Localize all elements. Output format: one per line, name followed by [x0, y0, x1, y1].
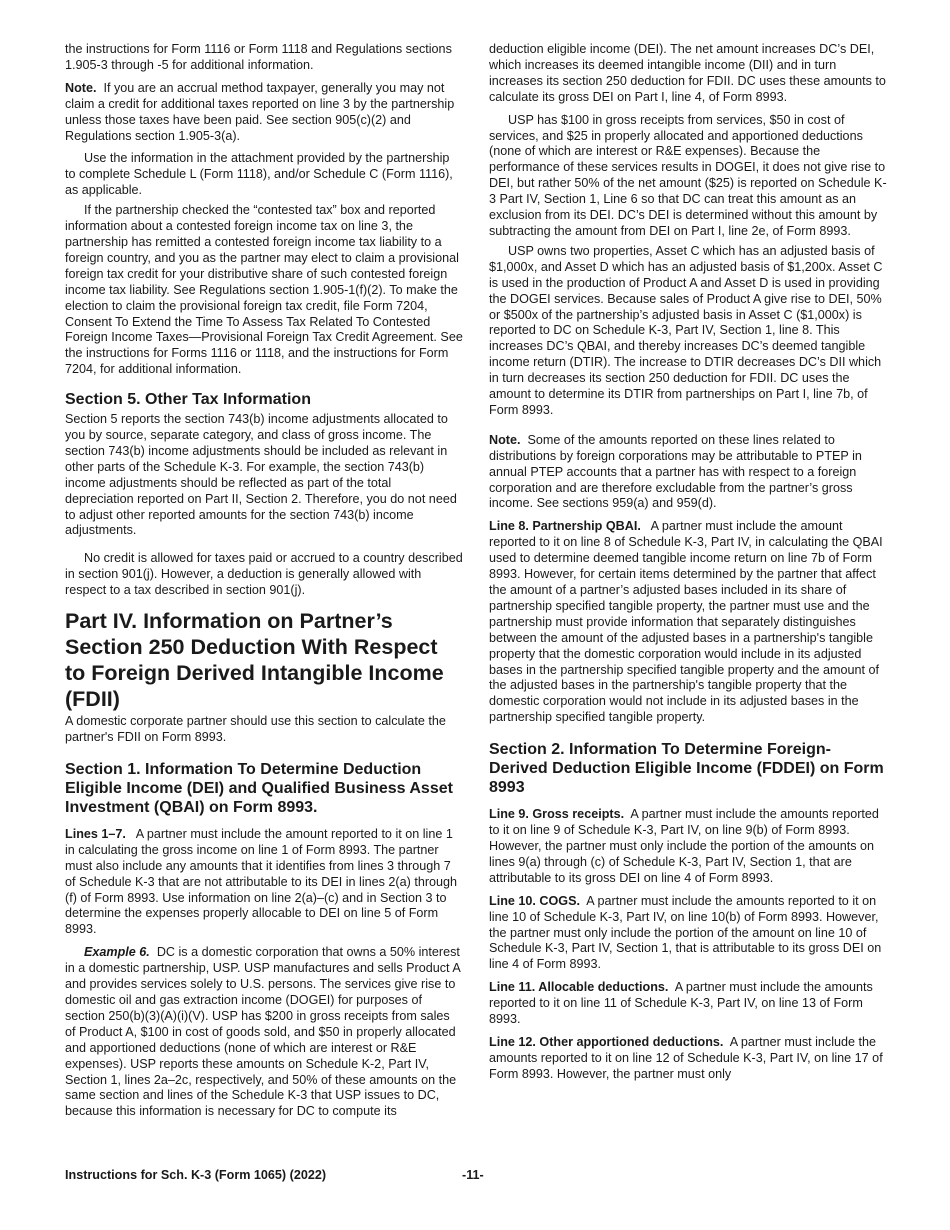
note-paragraph [65, 81, 463, 145]
section-2-heading: Section 2. Information To Determine Foreign-Derived Deduction Eligible Income (FDDEI) on Form 8993 [489, 741, 884, 797]
line-11-paragraph [489, 980, 887, 1028]
part-4-intro: A domestic corporate partner should use this section to calculate the partner's FDII on Form 8993. [65, 714, 446, 744]
ptep-note-text: Some of the amounts reported on these lines related to distributions by foreign corporations may be attributable to PTEP in annual PTEP accounts that a partner has with respect to a foreign corporation and are therefore excludable from the partner’s gross income. See sections 959(a) and 959(d). [489, 432, 862, 511]
line-8-paragraph [489, 519, 887, 726]
line-10-text: A partner must include the amounts reported to it on line 10 of Schedule K-3, Part IV, on line 10(b) of Form 8993. However, the partner must only include the portion of the amount on line 10 of Schedule K-3, Part IV, Section 1, that is attributable to its gross DEI on line 4 of Form 8993. [489, 893, 882, 972]
lines-1-7-text: A partner must include the amount reported to it on line 1 in calculating the gross income on line 1 of Form 8993. The partner must also include any amounts that it identifies from lines 3 through 7 of Schedule K-3 that are not attributable to its DEI in lines 2(a) through (f) of Form 8993. Use information on line 2(a)–(c) and in Section 3 to determine the expenses properly allocable to DEI on line 5 of Form 8993. [65, 826, 458, 937]
section-5-heading: Section 5. Other Tax Information [65, 391, 311, 409]
line-9-label: Line 9. Gross receipts. [489, 807, 625, 822]
note-label: Note. [65, 80, 97, 95]
dei-paragraph: deduction eligible income (DEI). The net amount increases DC’s DEI, which increases its deemed intangible income (DII) and in turn increases its section 250 deduction for FDII. DC uses these amounts to calculate its gross DEI on Part I, line 4, of Form 8993. [489, 42, 886, 104]
page-footer [65, 1168, 885, 1186]
line-11-text: A partner must include the amounts reported to it on line 11 of Schedule K-3, Part IV, on line 13 of Form 8993. [489, 980, 873, 1027]
left-column [65, 42, 463, 1124]
part-4-heading: Part IV. Information on Partner’s Section 250 Deduction With Respect to Foreign Derived Intangible Income (FDII) [65, 609, 444, 712]
section-901j-paragraph: No credit is allowed for taxes paid or accrued to a country described in section 901(j). However, a deduction is generally allowed with respect to a tax described in section 901(j). [65, 551, 463, 598]
line-8-text: A partner must include the amount reported to it on line 8 of Schedule K-3, Part IV, in calculating the QBAI used to determine deemed tangible income return on line 7b of Form 8993. However, for certain items determined by the partner that affect the amount of a partner’s adjusted bases included in its share of partnership specified tangible property, the partner must use and the partnership must provide information that separately distinguishes between the amount of the adjusted bases in a partnership's tangible property that the domestic corporation would include in its adjusted bases in the partnership specified tangible property and the amount of the adjusted bases in the partnership's tangible property that the domestic corporation would not include in its adjusted bases in the partnership specified tangible property. [489, 519, 883, 725]
ptep-note-label: Note. [489, 432, 521, 447]
ptep-note-paragraph [489, 433, 887, 513]
line-9-paragraph [489, 807, 887, 887]
line-12-paragraph [489, 1035, 887, 1083]
example-6-label: Example 6. [84, 945, 150, 960]
page-number: -11- [462, 1168, 484, 1182]
line-9-text: A partner must include the amounts reported to it on line 9 of Schedule K-3, Part IV, on line 9(b) of Form 8993. However, the partner must only include the portion of the amounts on lines 9(a) through (c) of Schedule K-3, Part IV, Section 1, that are attributable to its gross DEI on line 4 of Form 8993. [489, 807, 879, 885]
lines-1-7-label: Lines 1–7. [65, 826, 126, 841]
line-12-label: Line 12. Other apportioned deductions. [489, 1034, 724, 1049]
line-10-paragraph [489, 894, 887, 974]
section-5-paragraph: Section 5 reports the section 743(b) income adjustments allocated to you by source, separate category, and class of gross income. The section 743(b) income adjustments should be included as relevant in other parts of the Schedule K-3. For example, the section 743(b) income adjustments should be reflected as part of the total depreciation reported on Part II, Section 2. Therefore, you do not need to adjust other reported amounts for the section 743(b) income adjustments. [65, 412, 457, 538]
properties-paragraph: USP owns two properties, Asset C which has an adjusted basis of $1,000x, and Asset D which has an adjusted basis of $1,200x. Asset C is used in the production of Product A and Asset D is used in providing the DOGEI services. Because sales of Product A give rise to DEI, 50% or $500x of the partnership’s adjusted basis in Asset C ($1,000x) is reported to DC on Schedule K-3, Part IV, Section 1, line 8. This increases DC’s QBAI, and thereby increases DC’s deemed tangible income return (DTIR). The increase to DTIR decreases DC’s DII which in turn decreases its section 250 deduction for FDII. DC uses the amount to determine its DTIR from partnerships on Part I, line 7b, of Form 8993. [489, 243, 883, 417]
example-6-paragraph [65, 945, 463, 1120]
line-8-label: Line 8. Partnership QBAI. [489, 519, 641, 534]
example-6-text: DC is a domestic corporation that owns a 50% interest in a domestic partnership, USP. USP manufactures and sells Product A and provides services solely to U.S. persons. The services give rise to domestic oil and gas extraction income (DOGEI) for purposes of section 250(b)(3)(A)(i)(V). USP has $200 in gross receipts from sales of Product A, $100 in cost of goods sold, and $50 in properly allocated and apportioned deductions (none of which are interest or R&E expenses). USP reports these amounts on Schedule K-2, Part IV, Section 1, lines 2a–2c, respectively, and 50% of these amounts on the same section and lines of the Schedule K-3 that USP issues to DC, because this information is necessary for DC to compute its [65, 945, 461, 1119]
contested-tax-paragraph: If the partnership checked the “contested tax” box and reported information about a contested foreign income tax on line 3, the partnership has remitted a contested foreign income tax liability to a foreign country, and you as the partner may elect to claim a provisional foreign tax credit for your distributive share of such contested foreign income tax liability. See Regulations section 1.905-1(f)(2). To make the election to claim the provisional foreign tax credit, file Form 7204, Consent To Extend the Time To Assess Tax Related To Contested Foreign Income Taxes—Provisional Foreign Tax Credit Agreement. See the instructions for Forms 1116 or 1118, and the instructions for Form 7204, for additional information. [65, 203, 463, 377]
schedule-l-paragraph: Use the information in the attachment provided by the partnership to complete Schedule L (Form 1118), and/or Schedule C (Form 1116), as applicable. [65, 151, 453, 198]
note-text: If you are an accrual method taxpayer, generally you may not claim a credit for additional taxes reported on line 3 by the partnership unless those taxes have been paid. See section 905(c)(2) and Regulations section 1.905-3(a). [65, 80, 455, 143]
lines-1-7-paragraph [65, 827, 463, 938]
continued-paragraph: the instructions for Form 1116 or Form 1118 and Regulations sections 1.905-3 through -5 for additional information. [65, 42, 452, 72]
footer-title: Instructions for Sch. K-3 (Form 1065) (2022) [65, 1168, 327, 1182]
right-column [489, 42, 887, 1090]
line-12-text: A partner must include the amounts reported to it on line 12 of Schedule K-3, Part IV, on line 17 of Form 8993. However, the partner must only [489, 1034, 883, 1081]
line-10-label: Line 10. COGS. [489, 893, 580, 908]
line-11-label: Line 11. Allocable deductions. [489, 980, 669, 995]
section-1-heading: Section 1. Information To Determine Deduction Eligible Income (DEI) and Qualified Business Asset Investment (QBAI) on Form 8993. [65, 760, 453, 816]
services-paragraph: USP has $100 in gross receipts from services, $50 in cost of services, and $25 in properly allocated and apportioned deductions (none of which are interest or R&E expenses). Because the performance of these services results in DOGEI, it does not give rise to DEI, but rather 50% of the net amount ($25) is reported on Schedule K-3 Part IV, Section 1, Line 6 so that DC can treat this amount as an exclusion from its DEI. DC’s DEI is determined without this amount by subtracting the amount from DEI on Part I, line 2e, of Form 8993. [489, 112, 887, 238]
